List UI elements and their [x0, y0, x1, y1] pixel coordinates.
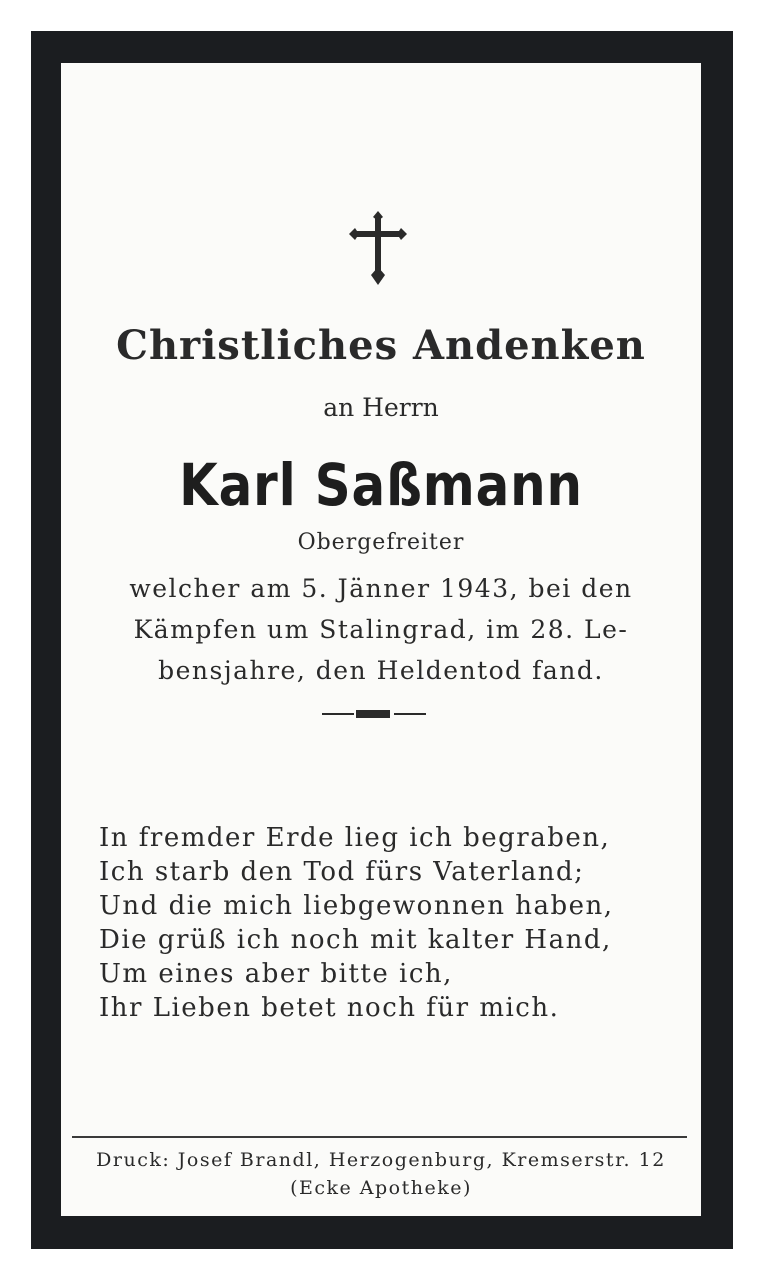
poem-line: Ich starb den Tod fürs Vaterland; [99, 857, 585, 887]
poem-line: Um eines aber bitte ich, [99, 959, 453, 989]
salutation: an Herrn [323, 393, 439, 422]
cross-icon [349, 211, 407, 285]
printer-address-note: (Ecke Apotheke) [290, 1177, 472, 1199]
ornamental-divider [322, 707, 426, 721]
military-rank: Obergefreiter [297, 530, 465, 555]
death-notice-line: bensjahre, den Heldentod fand. [158, 656, 604, 685]
death-notice-line: welcher am 5. Jänner 1943, bei den [129, 574, 633, 603]
poem-line: Die grüß ich noch mit kalter Hand, [99, 925, 612, 955]
footer-divider [72, 1136, 687, 1138]
death-notice-line: Kämpfen um Stalingrad, im 28. Le- [133, 615, 629, 644]
card-title: Christliches Andenken [116, 322, 646, 369]
deceased-name: Karl Saßmann [179, 451, 583, 519]
poem-line: In fremder Erde lieg ich begraben, [99, 823, 611, 853]
printer-imprint: Druck: Josef Brandl, Herzogenburg, Kremserstr. 12 [96, 1149, 666, 1171]
poem-line: Ihr Lieben betet noch für mich. [99, 993, 560, 1023]
poem-line: Und die mich liebgewonnen haben, [99, 891, 614, 921]
